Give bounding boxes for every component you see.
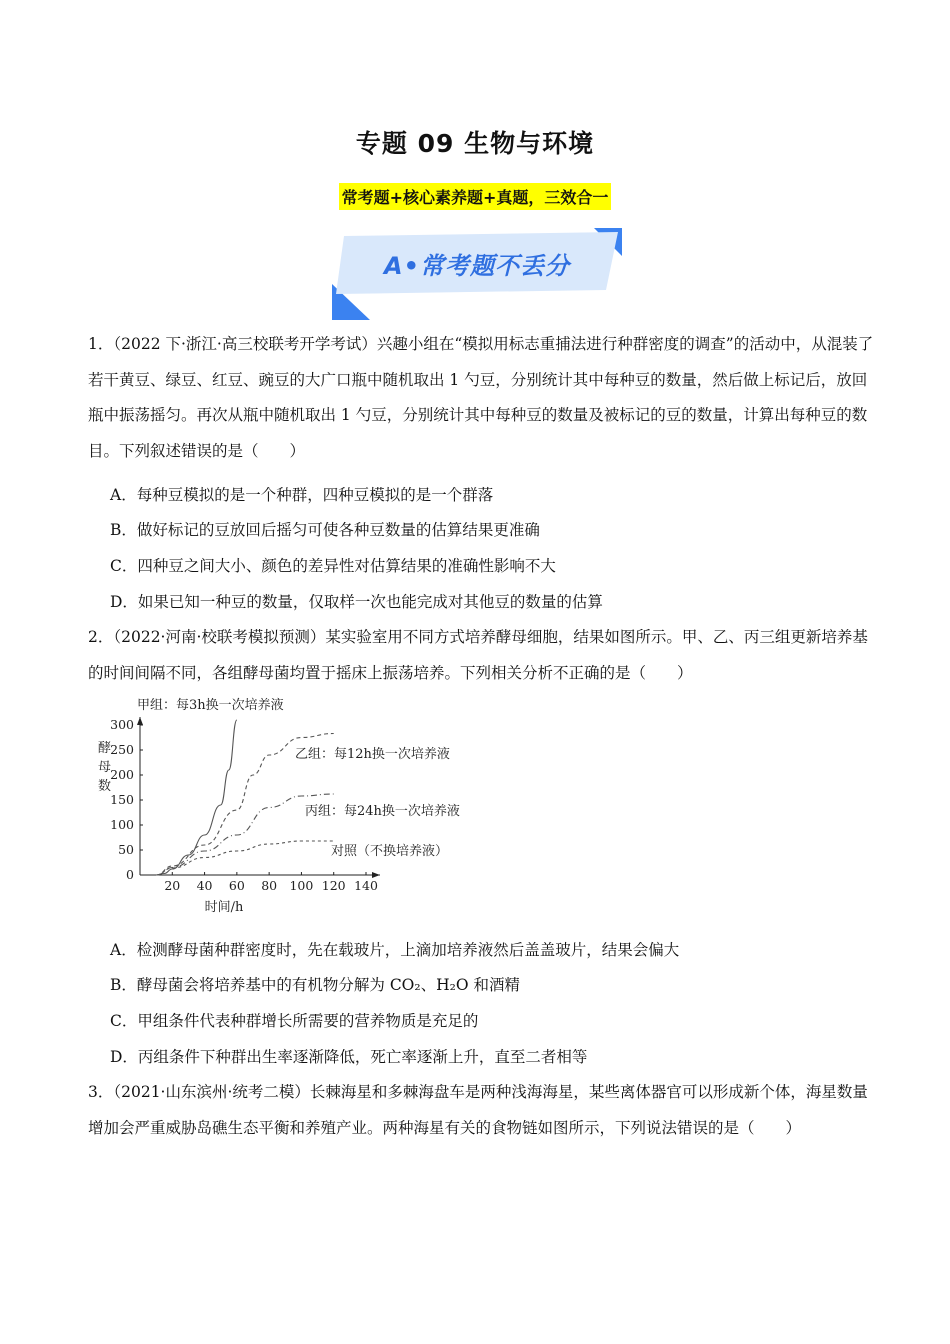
series-label: 甲组：每3h换一次培养液 <box>137 698 284 713</box>
chart-lines <box>156 720 334 875</box>
q1-option-c: C．四种豆之间大小、颜色的差异性对估算结果的准确性影响不大 <box>110 557 556 575</box>
y-axis-arrow <box>137 717 143 725</box>
y-tick-label: 0 <box>126 867 134 882</box>
y-tick-label: 150 <box>110 792 134 807</box>
x-tick-label: 100 <box>289 878 314 893</box>
y-tick-label: 200 <box>110 767 134 782</box>
y-tick-label: 300 <box>110 717 134 732</box>
question-3-stem: 3．（2021·山东滨州·统考二模）长棘海星和多棘海盘车是两种浅海海星，某些离体器官可以形成新个体，海星数量增加会严重威胁岛礁生态平衡和养殖产业。两种海星有关的食物链如图所示，下列说法错误的是（ ） <box>88 1083 868 1137</box>
y-axis-label-char: 酵 <box>98 741 112 756</box>
x-tick-label: 80 <box>261 878 278 893</box>
y-axis-label-char: 数 <box>98 779 112 794</box>
q1-option-d: D．如果已知一种豆的数量，仅取样一次也能完成对其他豆的数量的估算 <box>110 593 603 611</box>
y-tick-label: 50 <box>118 842 134 857</box>
series-label: 丙组：每24h换一次培养液 <box>305 804 460 819</box>
x-tick-label: 60 <box>228 878 245 893</box>
x-axis-label: 时间/h <box>204 900 244 915</box>
series-label: 乙组：每12h换一次培养液 <box>295 747 450 762</box>
subtitle-highlight: 常考题+核心素养题+真题，三效合一 <box>339 183 612 210</box>
y-tick-label: 100 <box>110 817 134 832</box>
q1-option-b: B．做好标记的豆放回后摇匀可使各种豆数量的估算结果更准确 <box>110 521 540 539</box>
q2-option-d: D．丙组条件下种群出生率逐渐降低，死亡率逐渐上升，直至二者相等 <box>110 1048 588 1066</box>
q2-option-a: A．检测酵母菌种群密度时，先在载玻片，上滴加培养液然后盖盖玻片，结果会偏大 <box>110 941 680 959</box>
x-tick-label: 40 <box>196 878 213 893</box>
series-line <box>156 720 237 875</box>
question-1-stem: 1．（2022 下·浙江·高三校联考开学考试）兴趣小组在“模拟用标志重捕法进行种群密度的调查”的活动中，从混装了若干黄豆、绿豆、红豆、豌豆的大广口瓶中随机取出 1 勺豆，分别统计其中每种豆的数量，然后做上标记后，放回瓶中振荡摇匀。再次从瓶中随机取出 1 勺豆，分别统计其中每种豆的数量及被标记的豆的数量，计算出每种豆的数目。下列叙述错误的是（ ） <box>88 335 874 460</box>
x-tick-label: 140 <box>354 878 378 893</box>
yeast-growth-chart <box>95 692 495 922</box>
x-tick-label: 120 <box>321 878 346 893</box>
section-banner-text: A•常考题不丢分 <box>384 252 570 280</box>
series-label: 对照（不换培养液） <box>331 844 449 859</box>
question-2-stem: 2．（2022·河南·校联考模拟预测）某实验室用不同方式培养酵母细胞，结果如图所示。甲、乙、丙三组更新培养基的时间间隔不同，各组酵母菌均置于摇床上振荡培养。下列相关分析不正确的是（ ） <box>88 628 868 682</box>
y-axis-label-char: 母 <box>98 760 112 775</box>
y-tick-label: 250 <box>110 742 134 757</box>
q2-option-c: C．甲组条件代表种群增长所需要的营养物质是充足的 <box>110 1012 479 1030</box>
q2-option-b: B．酵母菌会将培养基中的有机物分解为 CO₂、H₂O 和酒精 <box>110 976 520 994</box>
page-title: 专题 09 生物与环境 <box>355 129 595 158</box>
x-tick-label: 20 <box>164 878 181 893</box>
q1-option-a: A．每种豆模拟的是一个种群，四种豆模拟的是一个群落 <box>110 486 494 504</box>
